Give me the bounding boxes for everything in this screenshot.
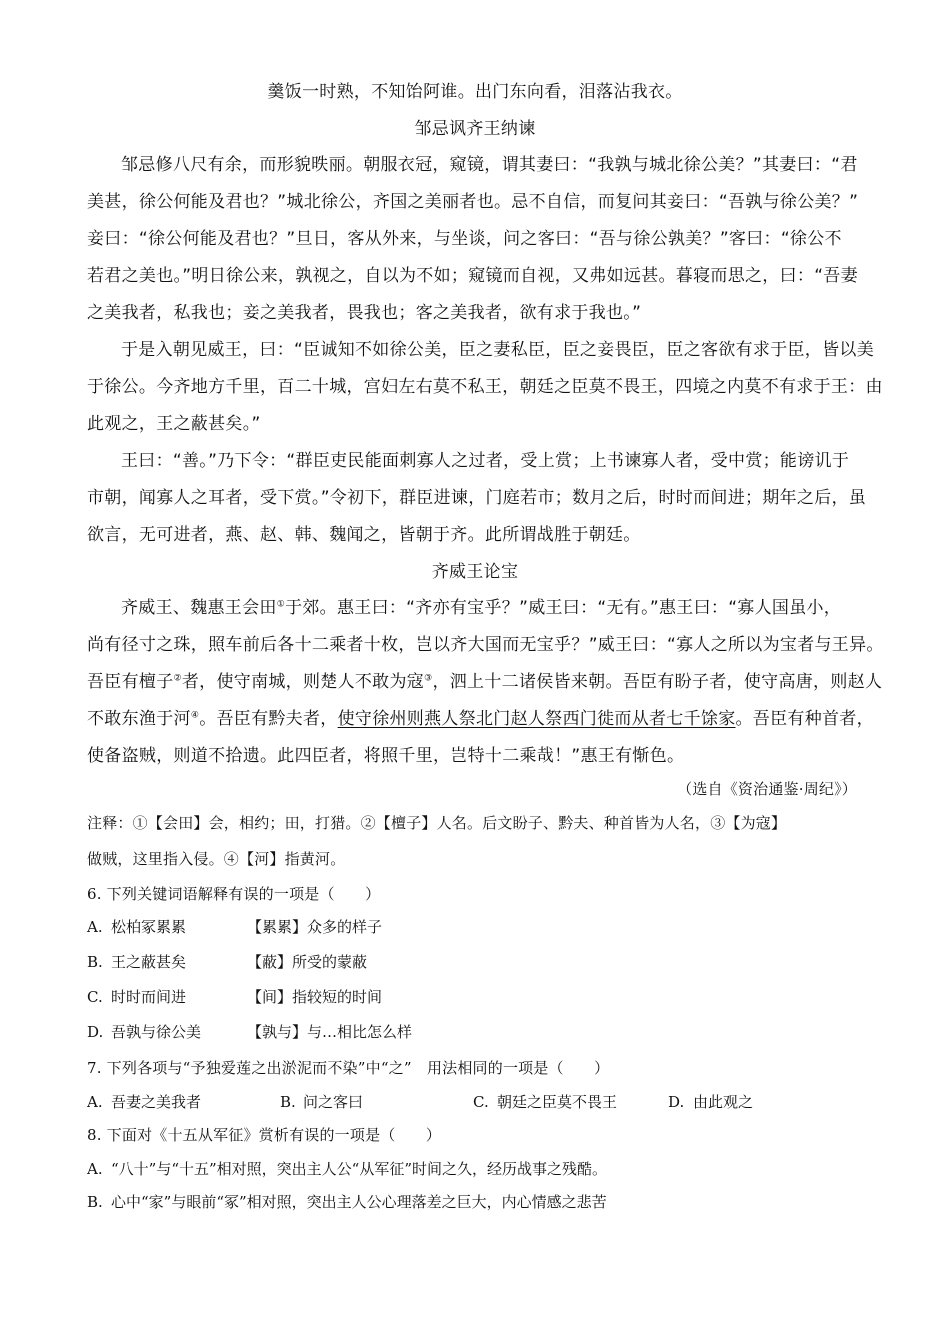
passage1-line: 此观之，王之蔽甚矣。” [87, 414, 261, 434]
footnote-marker: ② [173, 673, 182, 684]
q6-option-label: B. [87, 953, 103, 971]
q6-option-label: A. [87, 918, 103, 936]
q6-option-text: 吾孰与徐公美 [111, 1023, 202, 1041]
footnote-marker: ④ [190, 710, 200, 721]
q7-option-label: B. [280, 1093, 296, 1111]
passage2-line: 齐威王、魏惠王会田①于郊。惠王曰：“齐亦有宝乎？”威王曰：“无有。”惠王曰：“寡人国虽小， [121, 598, 842, 618]
passage1-line: 欲言，无可进者，燕、赵、韩、魏闻之，皆朝于齐。此所谓战胜于朝廷。 [87, 525, 641, 545]
passage1-line: 于是入朝见威王，曰：“臣诚知不如徐公美，臣之妻私臣，臣之妾畏臣，臣之客欲有求于臣，皆以美 [121, 340, 875, 360]
notes-line: 做贼，这里指入侵。④【河】指黄河。 [87, 850, 346, 868]
q8-option-text: 心中“家”与眼前“冢”相对照，突出主人公心理落差之巨大，内心情感之悲苦 [111, 1193, 607, 1211]
q7-option-text: 朝廷之臣莫不畏王 [497, 1093, 618, 1111]
q8-option-label: A. [87, 1160, 103, 1178]
q7-option-text: 吾妻之美我者 [111, 1093, 202, 1111]
q6-option-text: 松柏冢累累 [111, 918, 187, 936]
source-citation: （选自《资治通鉴·周纪》） [677, 780, 857, 798]
q8-option-text: “八十”与“十五”相对照，突出主人公“从军征”时间之久，经历战事之残酷。 [111, 1160, 608, 1178]
passage1-line: 之美我者，私我也；妾之美我者，畏我也；客之美我者，欲有求于我也。” [87, 303, 642, 323]
passage1-line: 美甚，徐公何能及君也？”城北徐公，齐国之美丽者也。忌不自信，而复问其妾曰：“吾孰与徐公美？” [87, 192, 859, 212]
passage1-line: 邹忌修八尺有余，而形貌昳丽。朝服衣冠，窥镜，谓其妻曰：“我孰与城北徐公美？”其妻曰：“君 [121, 155, 858, 175]
q6-option-text: 时时而间进 [111, 988, 187, 1006]
passage2-title: 齐威王论宝 [431, 562, 519, 582]
q7-option-text: 问之客曰 [303, 1093, 364, 1111]
question-6-stem: 6. 下列关键词语解释有误的一项是（ ） [87, 885, 381, 903]
underlined-sentence: 使守徐州则燕人祭北门赵人祭西门徙而从者七千馀家 [337, 709, 736, 729]
q6-option-text: 王之蔽甚矣 [111, 953, 187, 971]
passage1-line: 于徐公。今齐地方千里，百二十城，宫妇左右莫不私王，朝廷之臣莫不畏王，四境之内莫不有求于王：由 [87, 377, 883, 397]
footnote-marker: ③ [424, 673, 433, 684]
passage1-title: 邹忌讽齐王纳谏 [414, 119, 536, 139]
notes-line: 注释：①【会田】会，相约；田，打猎。②【檀子】人名。后文盼子、黔夫、种首皆为人名，③【为寇】 [87, 814, 787, 832]
footnote-marker: ① [276, 599, 286, 610]
q6-option-note: 【孰与】与…相比怎么样 [247, 1023, 413, 1041]
passage1-line: 市朝，闻寡人之耳者，受下赏。”令初下，群臣进谏，门庭若市；数月之后，时时而间进；期年之后，虽 [87, 488, 867, 508]
passage1-line: 王曰：“善。”乃下令：“群臣吏民能面刺寡人之过者，受上赏；上书谏寡人者，受中赏；能谤讥于 [121, 451, 850, 471]
q6-option-label: D. [87, 1023, 104, 1041]
q8-option-label: B. [87, 1193, 103, 1211]
q6-option-note: 【累累】众多的样子 [247, 918, 383, 936]
passage1-line: 妾曰：“徐公何能及君也？”旦日，客从外来，与坐谈，问之客曰：“吾与徐公孰美？”客曰：“徐公不 [87, 229, 842, 249]
q6-option-label: C. [87, 988, 103, 1006]
passage2-line: 使备盗贼，则道不拾遗。此四臣者，将照千里，岂特十二乘哉！”惠王有惭色。 [87, 746, 685, 766]
passage2-line: 不敢东渔于河④。吾臣有黔夫者，使守徐州则燕人祭北门赵人祭西门徙而从者七千馀家。吾臣有种首者， [87, 709, 874, 729]
q6-option-note: 【间】指较短的时间 [247, 988, 383, 1006]
passage1-line: 若君之美也。”明日徐公来，孰视之，自以为不如；窥镜而自视，又弗如远甚。暮寝而思之，曰：“吾妻 [87, 266, 858, 286]
q7-option-label: D. [668, 1093, 685, 1111]
passage2-line: 吾臣有檀子②者，使守南城，则楚人不敢为寇③，泗上十二诸侯皆来朝。吾臣有盼子者，使守高唐，则赵人 [87, 672, 883, 692]
question-7-stem: 7. 下列各项与“予独爱莲之出淤泥而不染”中“之” 用法相同的一项是（ ） [87, 1059, 610, 1077]
q6-option-note: 【蔽】所受的蒙蔽 [247, 953, 368, 971]
poem-last-line: 羹饭一时熟，不知饴阿谁。出门东向看，泪落沾我衣。 [267, 82, 683, 102]
q7-option-text: 由此观之 [693, 1093, 754, 1111]
passage2-line: 尚有径寸之珠，照车前后各十二乘者十枚，岂以齐大国而无宝乎？”威王曰：“寡人之所以为宝者与王异。 [87, 635, 884, 655]
question-8-stem: 8. 下面对《十五从军征》赏析有误的一项是（ ） [87, 1126, 442, 1144]
q7-option-label: A. [87, 1093, 103, 1111]
q7-option-label: C. [473, 1093, 489, 1111]
